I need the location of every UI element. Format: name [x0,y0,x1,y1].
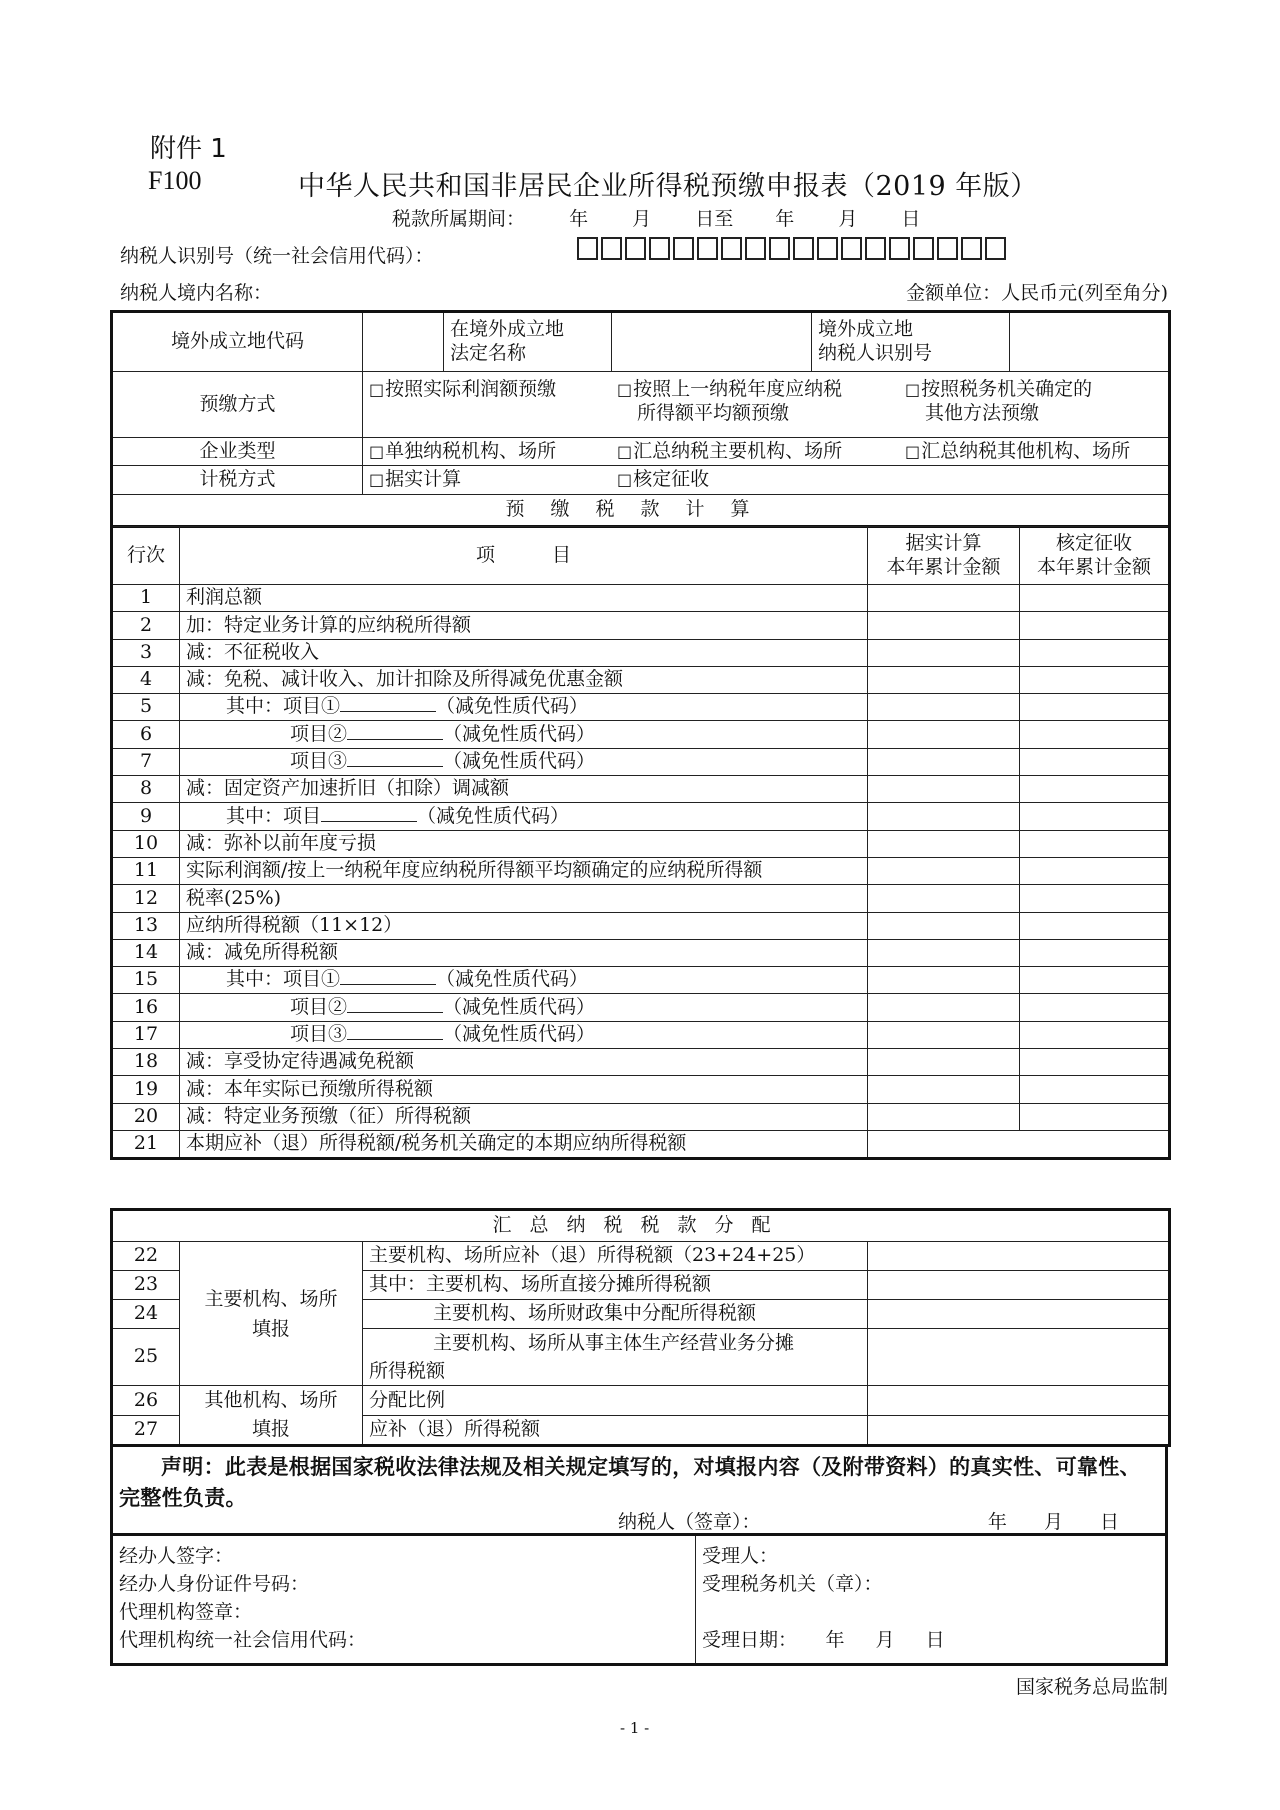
tin-digit-box[interactable] [721,237,742,260]
agent-id-number-label[interactable]: 经办人身份证件号码： [119,1573,310,1595]
amount-field[interactable] [868,1130,1170,1158]
declaration-form-table [110,310,1171,528]
amount-field-actual[interactable] [868,694,1020,721]
amount-field-deemed[interactable] [1020,694,1170,721]
row-item [180,912,868,939]
tin-input-boxes[interactable] [577,237,1006,260]
table-row [112,803,1170,830]
amount-field-deemed[interactable] [1020,585,1170,612]
currency-unit: 金额单位：人民币元(列至角分) [906,282,1168,304]
declaration-box [110,1446,1168,1536]
tin-digit-box[interactable] [985,237,1006,260]
amount-field-deemed[interactable] [1020,721,1170,748]
prepay-method-options [363,372,1170,438]
table-row [112,830,1170,857]
amount-field-actual[interactable] [868,639,1020,666]
table-row [112,748,1170,775]
row-item [180,803,868,830]
amount-field-actual[interactable] [868,939,1020,966]
foreign-tin-label [812,312,1010,372]
row-number: 17 [112,1021,180,1048]
row-number: 6 [112,721,180,748]
page-title: 中华人民共和国非居民企业所得税预缴申报表（2019 年版） [298,171,1038,202]
amount-field-actual[interactable] [868,967,1020,994]
agent-section [113,1536,696,1663]
enterprise-type-single[interactable] [369,440,617,464]
col-header-row-no: 行次 [112,527,180,585]
amount-field-actual[interactable] [868,1103,1020,1130]
foreign-tin-label-line2: 纳税人识别号 [818,342,933,364]
legal-name-label-line1: 在境外成立地 [450,318,565,341]
row-number: 15 [112,967,180,994]
tax-method-options [363,466,1170,495]
table-row [112,857,1170,884]
page-number: - 1 - [620,1719,650,1737]
tin-digit-box[interactable] [601,237,622,260]
row-number: 7 [112,748,180,775]
row-number: 1 [112,585,180,612]
declaration-text: 声明：此表是根据国家税收法律法规及相关规定填写的，对填报内容（及附带资料）的真实性、可靠性、完整性负责。 [119,1455,1141,1510]
foreign-info-row [112,312,1170,372]
signoff-box [110,1536,1168,1666]
checkbox-icon[interactable] [369,378,385,400]
checkbox-icon[interactable] [905,378,921,400]
tax-method-row [112,466,1170,495]
col-header-deemed-line2: 本年累计金额 [1036,555,1151,578]
checkbox-icon[interactable] [369,440,385,462]
relief-code-blank[interactable] [340,968,436,985]
row-item-label: 利润总额 [186,586,263,609]
col-header-deemed-line1: 核定征收 [1055,531,1132,554]
row-number: 19 [112,1076,180,1103]
calc-section-header [112,495,1170,527]
checkbox-icon[interactable] [905,440,921,462]
prepay-option-average-label-2: 所得额平均额预缴 [637,401,790,424]
row-number: 24 [112,1300,180,1329]
prepay-method-row [112,372,1170,438]
period-start-month[interactable]: 月 [632,208,652,230]
row-number: 20 [112,1103,180,1130]
row-item-label: 其中：项目① [226,695,341,718]
table-row [112,585,1170,612]
table-row [112,1130,1170,1158]
row-item: 分配比例 [363,1386,868,1416]
amount-field-deemed[interactable] [1020,1049,1170,1076]
table-row [112,1386,1170,1416]
relief-code-suffix: （减免性质代码） [436,968,589,991]
prepay-option-other[interactable] [905,378,1092,426]
row-number: 12 [112,885,180,912]
table-row [112,1049,1170,1076]
main-group-label [180,1242,363,1386]
tax-method-actual-label: 据实计算 [385,468,462,491]
row-number: 26 [112,1386,180,1416]
amount-field-actual[interactable] [868,803,1020,830]
declaration-date[interactable]: 年 月 日 [987,1511,1119,1533]
prepay-method-label: 预缴方式 [112,372,363,438]
amount-field-deemed[interactable] [1020,994,1170,1021]
row-number: 2 [112,612,180,639]
amount-field-deemed[interactable] [1020,803,1170,830]
row-item [363,1329,868,1386]
tin-digit-box[interactable] [745,237,766,260]
tin-digit-box[interactable] [817,237,838,260]
row-number: 27 [112,1416,180,1446]
foreign-tin-field[interactable] [1010,312,1170,372]
table-row [112,994,1170,1021]
amount-field-deemed[interactable] [1020,776,1170,803]
enterprise-type-other-label: 汇总纳税其他机构、场所 [921,439,1131,462]
row-number: 21 [112,1130,180,1158]
calc-table [110,526,1171,1160]
row-number: 5 [112,694,180,721]
relief-code-blank[interactable] [347,750,443,767]
row-number: 8 [112,776,180,803]
table-row [112,1242,1170,1271]
row-item-label: 减：免税、减计收入、加计扣除及所得减免优惠金额 [186,668,624,691]
amount-field-actual[interactable] [868,885,1020,912]
amount-field-actual[interactable] [868,666,1020,693]
amount-field-actual[interactable] [868,1049,1020,1076]
table-row [112,721,1170,748]
row-item [180,994,868,1021]
row-number: 25 [112,1329,180,1386]
amount-field-deemed[interactable] [1020,1076,1170,1103]
table-row [112,1076,1170,1103]
amount-field-actual[interactable] [868,994,1020,1021]
row-item-label: 减：固定资产加速折旧（扣除）调减额 [186,777,510,800]
col-header-actual [868,527,1020,585]
row-item-line1: 主要机构、场所从事主体生产经营业务分摊 [433,1332,795,1354]
enterprise-type-single-label: 单独纳税机构、场所 [385,439,557,462]
agent-signature-label[interactable]: 经办人签字： [119,1545,234,1567]
row-number: 16 [112,994,180,1021]
row-item-label: 减：享受协定待遇减免税额 [186,1050,415,1073]
amount-field-deemed[interactable] [1020,666,1170,693]
amount-field-actual[interactable] [868,612,1020,639]
table-row [112,612,1170,639]
tin-digit-box[interactable] [865,237,886,260]
supervisor-footer: 国家税务总局监制 [1015,1676,1168,1698]
prepay-option-average[interactable] [617,378,905,426]
tax-period [392,204,920,231]
table-row [112,666,1170,693]
relief-code-suffix: （减免性质代码） [443,995,596,1018]
tax-method-deemed[interactable] [617,468,709,492]
amount-field-deemed[interactable] [1020,748,1170,775]
row-number: 14 [112,939,180,966]
tin-digit-box[interactable] [673,237,694,260]
row-number: 13 [112,912,180,939]
row-item [180,776,868,803]
tin-digit-box[interactable] [889,237,910,260]
row-number: 3 [112,639,180,666]
enterprise-type-row [112,438,1170,466]
calc-column-headers-row [112,527,1170,585]
amount-field-actual[interactable] [868,585,1020,612]
row-item-label: 减：特定业务预缴（征）所得税额 [186,1104,472,1127]
period-end-day[interactable]: 日 [901,208,921,230]
table-row [112,694,1170,721]
table-row [112,776,1170,803]
period-label: 税款所属期间： [392,208,526,230]
table-row [112,1103,1170,1130]
relief-code-suffix: （减免性质代码） [436,695,589,718]
row-item-label: 项目② [290,995,348,1018]
amount-field-deemed[interactable] [1020,857,1170,884]
tin-digit-box[interactable] [841,237,862,260]
checkbox-icon[interactable] [617,468,633,490]
enterprise-type-main[interactable] [617,440,905,464]
amount-field-actual[interactable] [868,748,1020,775]
table-row [112,885,1170,912]
row-item: 其中：主要机构、场所直接分摊所得税额 [363,1271,868,1300]
amount-field[interactable] [868,1416,1170,1446]
tin-digit-box[interactable] [937,237,958,260]
period-start-year[interactable]: 年 [569,208,589,230]
other-group-label [180,1386,363,1446]
relief-code-blank[interactable] [340,695,436,712]
row-item-label: 应纳所得税额（11×12） [186,913,403,936]
amount-field-actual[interactable] [868,721,1020,748]
tin-digit-box[interactable] [577,237,598,260]
row-item-label: 实际利润额/按上一纳税年度应纳税所得额平均额确定的应纳税所得额 [186,859,763,882]
annex-label: 附件 1 [150,134,227,164]
row-item-label: 本期应补（退）所得税额/税务机关确定的本期应纳所得税额 [186,1132,687,1155]
row-item-label: 减：减免所得税额 [186,941,339,964]
tin-label: 纳税人识别号（统一社会信用代码）： [120,245,434,267]
tin-digit-box[interactable] [769,237,790,260]
row-item-label: 减：不征税收入 [186,640,320,663]
row-item-label: 减：本年实际已预缴所得税额 [186,1077,434,1100]
row-item [180,748,868,775]
row-item [180,721,868,748]
amount-field-deemed[interactable] [1020,912,1170,939]
row-item-label: 项目③ [290,750,348,773]
relief-code-suffix: （减免性质代码） [443,750,596,773]
row-item: 主要机构、场所应补（退）所得税额（23+24+25） [363,1242,868,1271]
legal-name-label [444,312,612,372]
row-number: 10 [112,830,180,857]
foreign-code-field[interactable] [363,312,444,372]
period-end-year[interactable]: 年 [775,208,795,230]
row-number: 22 [112,1242,180,1271]
amount-field-actual[interactable] [868,776,1020,803]
row-item-label: 项目② [290,722,348,745]
row-number: 23 [112,1271,180,1300]
tin-digit-box[interactable] [913,237,934,260]
row-item [180,694,868,721]
row-number: 18 [112,1049,180,1076]
prepay-option-other-label-1: 按照税务机关确定的 [921,378,1093,400]
row-item [180,585,868,612]
row-item-label: 其中：项目① [226,968,341,991]
calc-section-title: 预缴税款计算 [112,495,1170,527]
relief-code-blank[interactable] [347,723,443,740]
agency-credit-code-label[interactable]: 代理机构统一社会信用代码： [119,1629,367,1651]
prepay-option-other-label-2: 其他方法预缴 [925,401,1040,424]
table-row [112,912,1170,939]
enterprise-type-other[interactable] [905,440,1130,464]
amount-field-deemed[interactable] [1020,1021,1170,1048]
tin-digit-box[interactable] [793,237,814,260]
relief-code-blank[interactable] [347,996,443,1013]
prepay-option-actual[interactable] [369,378,617,426]
tax-method-deemed-label: 核定征收 [633,468,710,491]
col-header-actual-line2: 本年累计金额 [886,555,1001,578]
enterprise-type-main-label: 汇总纳税主要机构、场所 [633,439,843,462]
allocation-table [110,1208,1171,1447]
amount-field-deemed[interactable] [1020,885,1170,912]
row-item [180,939,868,966]
amount-field[interactable] [868,1271,1170,1300]
domestic-name-label: 纳税人境内名称： [120,282,273,304]
amount-field-actual[interactable] [868,912,1020,939]
amount-field-actual[interactable] [868,1021,1020,1048]
legal-name-field[interactable] [612,312,812,372]
main-group-label-line2: 填报 [251,1317,290,1340]
prepay-option-actual-label: 按照实际利润额预缴 [385,378,557,400]
tin-digit-box[interactable] [697,237,718,260]
row-item [180,1130,868,1158]
amount-field[interactable] [868,1329,1170,1386]
row-number: 11 [112,857,180,884]
relief-code-suffix: （减免性质代码） [443,1023,596,1046]
amount-field-deemed[interactable] [1020,967,1170,994]
row-item [180,666,868,693]
row-item [180,1103,868,1130]
tin-digit-box[interactable] [625,237,646,260]
row-item [180,639,868,666]
prepay-option-average-label-1: 按照上一纳税年度应纳税 [633,378,843,400]
amount-field-deemed[interactable] [1020,639,1170,666]
tin-digit-box[interactable] [961,237,982,260]
enterprise-type-label: 企业类型 [112,438,363,466]
col-header-actual-line1: 据实计算 [905,531,982,554]
row-item-line2: 所得税额 [369,1360,446,1382]
other-group-label-line2: 填报 [251,1418,290,1440]
tin-digit-box[interactable] [649,237,670,260]
row-number: 9 [112,803,180,830]
table-row [112,639,1170,666]
taxpayer-sign-label: 纳税人（签章）： [618,1511,761,1533]
row-item-label: 税率(25%) [186,886,282,909]
row-item [180,1021,868,1048]
allocation-section-title: 汇总纳税税款分配 [112,1210,1170,1242]
row-item [180,612,868,639]
row-item [180,885,868,912]
agency-seal-label[interactable]: 代理机构签章： [119,1601,253,1623]
row-item [180,1049,868,1076]
receiving-office-label[interactable]: 受理税务机关（章）： [702,1573,883,1595]
receiving-date-label[interactable]: 受理日期： 年 月 日 [702,1629,945,1651]
amount-field-actual[interactable] [868,1076,1020,1103]
amount-field-deemed[interactable] [1020,1103,1170,1130]
row-item-label: 其中：项目 [226,804,322,827]
checkbox-icon[interactable] [617,440,633,462]
table-row [112,1021,1170,1048]
row-item [180,1076,868,1103]
row-item-label: 加：特定业务计算的应纳税所得额 [186,613,472,636]
checkbox-icon[interactable] [617,378,633,400]
col-header-deemed [1020,527,1170,585]
relief-code-blank[interactable] [347,1023,443,1040]
foreign-tin-label-line1: 境外成立地 [818,318,914,341]
col-header-item: 项 目 [180,527,868,585]
row-item: 主要机构、场所财政集中分配所得税额 [363,1300,868,1329]
table-row [112,967,1170,994]
amount-field[interactable] [868,1300,1170,1329]
row-item-label: 项目③ [290,1023,348,1046]
relief-code-blank[interactable] [321,805,417,822]
amount-field[interactable] [868,1386,1170,1416]
row-number: 4 [112,666,180,693]
receiver-label[interactable]: 受理人： [702,1545,779,1567]
period-end-month[interactable]: 月 [838,208,858,230]
enterprise-type-options [363,438,1170,466]
amount-field[interactable] [868,1242,1170,1271]
allocation-section-header [112,1210,1170,1242]
receiving-section [696,1536,1165,1663]
period-start-day[interactable]: 日至 [695,208,734,230]
form-code: F100 [148,166,202,195]
other-group-label-line1: 其他机构、场所 [204,1389,338,1411]
amount-field-deemed[interactable] [1020,939,1170,966]
table-row [112,939,1170,966]
amount-field-actual[interactable] [868,857,1020,884]
relief-code-suffix: （减免性质代码） [443,722,596,745]
amount-field-deemed[interactable] [1020,830,1170,857]
tax-method-label: 计税方式 [112,466,363,495]
foreign-code-label: 境外成立地代码 [112,312,363,372]
row-item-label: 减：弥补以前年度亏损 [186,831,377,854]
tax-method-actual[interactable] [369,468,617,492]
row-item [180,857,868,884]
row-item [180,830,868,857]
legal-name-label-line2: 法定名称 [450,342,527,364]
checkbox-icon[interactable] [369,468,385,490]
row-item [180,967,868,994]
amount-field-deemed[interactable] [1020,612,1170,639]
relief-code-suffix: （减免性质代码） [417,804,570,827]
main-group-label-line1: 主要机构、场所 [204,1287,338,1310]
row-item: 应补（退）所得税额 [363,1416,868,1446]
amount-field-actual[interactable] [868,830,1020,857]
